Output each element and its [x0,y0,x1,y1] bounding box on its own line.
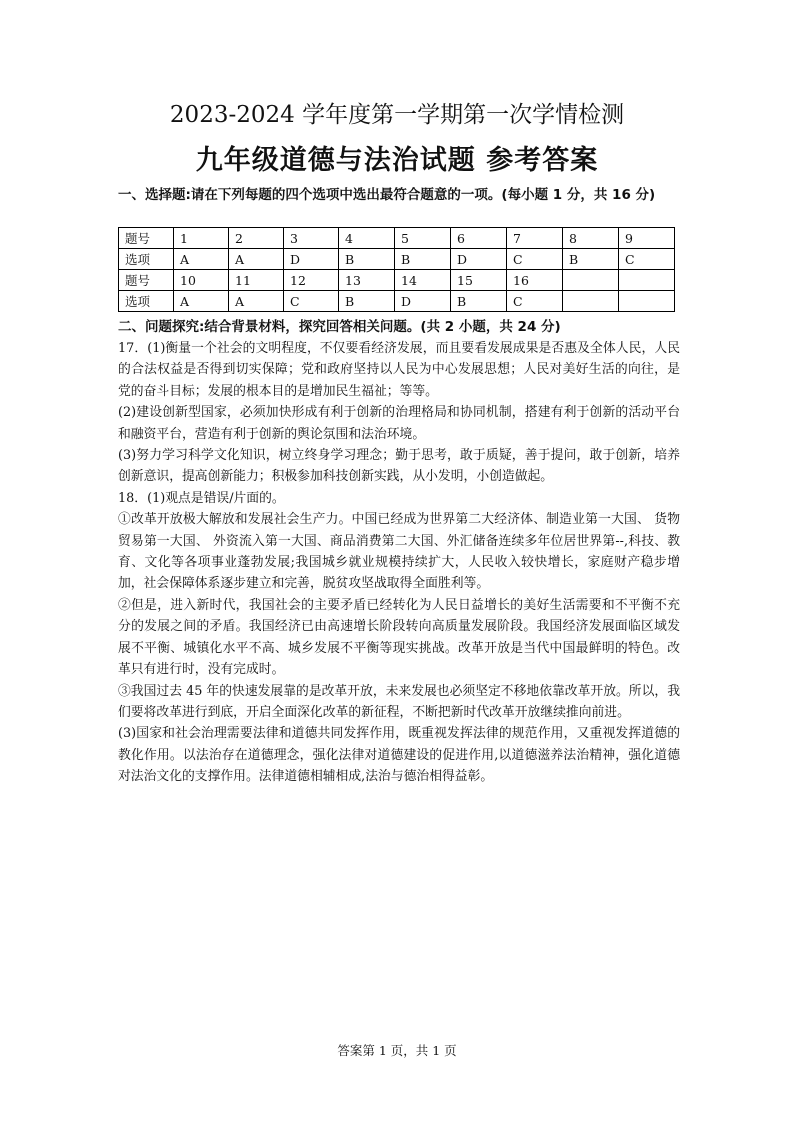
answer-cell: 8 [563,228,619,249]
answer-cell: 15 [451,270,507,291]
answer-cell: C [507,291,563,312]
answer-body [118,338,680,788]
answer-cell: 3 [284,228,339,249]
answer-cell: 9 [619,228,675,249]
exam-title: 2023-2024 学年度第一学期第一次学情检测 [169,102,625,128]
answer-cell: 4 [339,228,395,249]
answer-cell: 13 [339,270,395,291]
answer-cell: 11 [229,270,284,291]
answer-cell: D [451,249,507,270]
answer-cell: D [395,291,451,312]
section2-heading: 二、问题探究:结合背景材料，探究回答相关问题。(共 2 小题，共 24 分) [118,319,561,335]
answer-cell: A [174,249,229,270]
table-row [119,228,675,249]
row-header-cell: 题号 [119,270,174,291]
answer-cell: C [619,249,675,270]
answer-table [118,227,675,312]
answer-paragraph: 18．(1)观点是错误/片面的。 [118,490,285,506]
answer-paragraph: ①改革开放极大解放和发展社会生产力。中国已经成为世界第二大经济体、制造业第一大国、 货物贸易第一大国、 外资流入第一大国、商品消费第二大国、外汇储备连续多年位居世界第--,科技、教育、文化等各项事业蓬勃发展;我国城乡就业规模持续扩大，人民收入较快增长，家庭财产稳步增加，社会保障体系逐步建立和完善，脱贫攻坚战取得全面胜利等。 [118,512,680,592]
answer-cell: 10 [174,270,229,291]
answer-cell: 16 [507,270,563,291]
answer-cell: C [507,249,563,270]
exam-subtitle: 九年级道德与法治试题 参考答案 [195,145,599,176]
row-header-cell: 选项 [119,291,174,312]
answer-cell: B [563,249,619,270]
answer-paragraph: (3)国家和社会治理需要法律和道德共同发挥作用，既重视发挥法律的规范作用，又重视发挥道德的教化作用。以法治存在道德理念，强化法律对道德建设的促进作用,以道德滋养法治精神，强化道德对法治文化的支撑作用。法律道德相辅相成,法治与德治相得益彰。 [118,726,680,785]
answer-paragraph: (3)努力学习科学文化知识，树立终身学习理念；勤于思考，敢于质疑，善于提问，敢于创新，培养创新意识，提高创新能力；积极参加科技创新实践，从小发明，小创造做起。 [118,448,680,485]
row-header-cell: 题号 [119,228,174,249]
answer-cell: 2 [229,228,284,249]
answer-cell: 6 [451,228,507,249]
answer-cell: 14 [395,270,451,291]
answer-cell: B [339,291,395,312]
answer-cell: A [229,291,284,312]
answer-cell: 5 [395,228,451,249]
answer-cell: C [284,291,339,312]
answer-cell: D [284,249,339,270]
answer-cell [619,270,675,291]
answer-cell: 12 [284,270,339,291]
answer-cell: A [174,291,229,312]
table-row [119,270,675,291]
page-footer: 答案第 1 页，共 1 页 [337,1043,457,1058]
answer-cell [563,270,619,291]
answer-cell [619,291,675,312]
answer-paragraph: (2)建设创新型国家，必须加快形成有利于创新的治理格局和协同机制，搭建有利于创新的活动平台和融资平台，营造有利于创新的舆论氛围和法治环境。 [118,405,680,442]
answer-cell: B [339,249,395,270]
answer-cell: B [451,291,507,312]
answer-paragraph: 17．(1)衡量一个社会的文明程度，不仅要看经济发展，而且要看发展成果是否惠及全体人民，人民的合法权益是否得到切实保障；党和政府坚持以人民为中心发展思想；人民对美好生活的向往，是党的奋斗目标；发展的根本目的是增加民生福祉；等等。 [118,341,680,399]
answer-cell: A [229,249,284,270]
answer-paragraph: ③我国过去 45 年的快速发展靠的是改革开放，未来发展也必须坚定不移地依靠改革开放。所以，我们要将改革进行到底，开启全面深化改革的新征程，不断把新时代改革开放继续推向前进。 [118,683,680,720]
answer-cell: 1 [174,228,229,249]
answer-cell [563,291,619,312]
section1-heading: 一、选择题:请在下列每题的四个选项中选出最符合题意的一项。(每小题 1 分，共 16 分) [118,187,656,203]
table-row [119,291,675,312]
row-header-cell: 选项 [119,249,174,270]
answer-cell: B [395,249,451,270]
table-row [119,249,675,270]
answer-paragraph: ②但是，进入新时代，我国社会的主要矛盾已经转化为人民日益增长的美好生活需要和不平衡不充分的发展之间的矛盾。我国经济已由高速增长阶段转向高质量发展阶段。我国经济发展面临区域发展不平衡、城镇化水平不高、城乡发展不平衡等现实挑战。改革开放是当代中国最鲜明的特色。改革只有进行时，没有完成时。 [118,597,680,678]
answer-cell: 7 [507,228,563,249]
